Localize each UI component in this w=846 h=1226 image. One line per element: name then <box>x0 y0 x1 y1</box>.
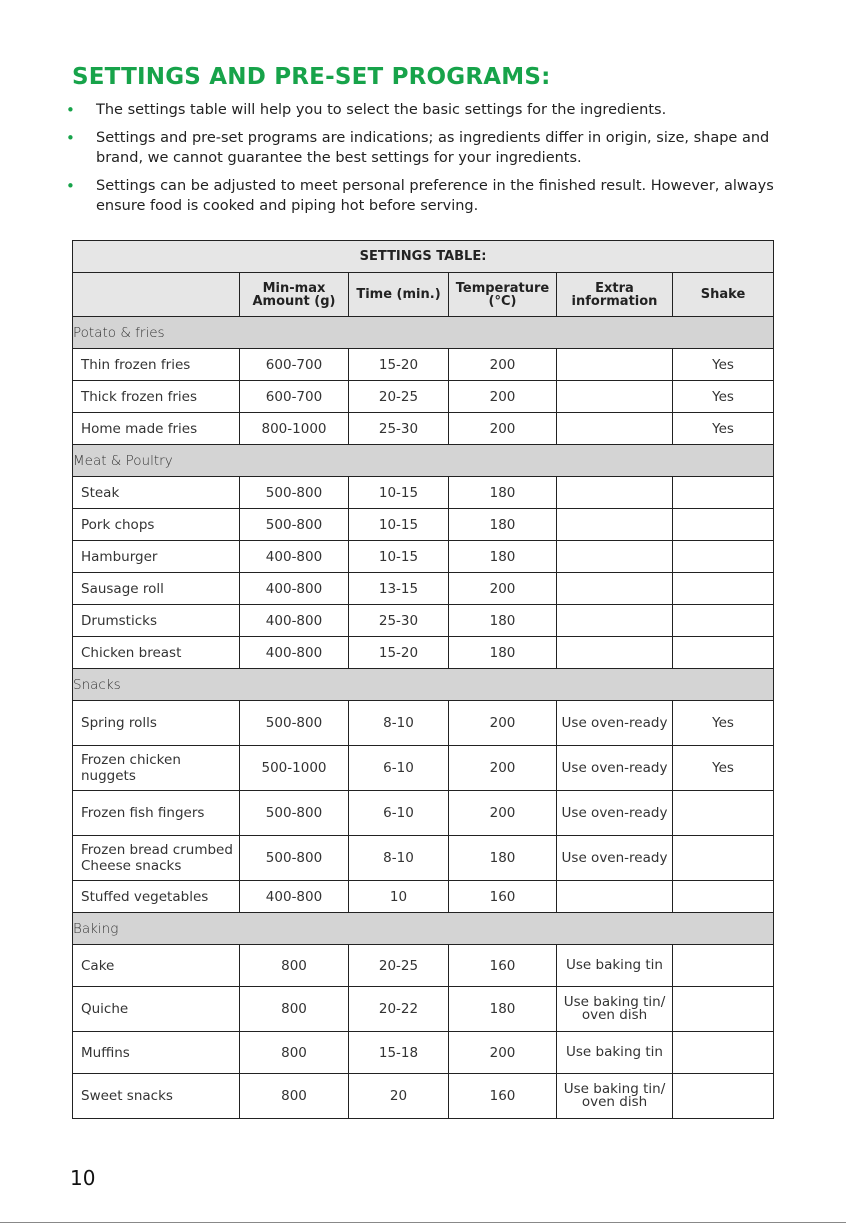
table-row <box>73 791 774 836</box>
cell-temperature: 200 <box>449 791 557 836</box>
cell-extra <box>557 381 673 413</box>
cell-extra <box>557 637 673 669</box>
cell-ingredient: Muffins <box>73 1032 240 1074</box>
cell-time: 20-25 <box>349 381 449 413</box>
cell-amount: 500-800 <box>240 791 349 836</box>
cell-amount: 400-800 <box>240 637 349 669</box>
table-row <box>73 881 774 913</box>
cell-amount: 800 <box>240 1074 349 1119</box>
table-row <box>73 381 774 413</box>
bullet-item <box>64 100 776 120</box>
cell-time: 8-10 <box>349 836 449 881</box>
intro-bullet-list <box>64 100 776 224</box>
cell-ingredient: Cake <box>73 945 240 987</box>
cell-temperature: 180 <box>449 541 557 573</box>
cell-ingredient: Quiche <box>73 987 240 1032</box>
cell-time: 25-30 <box>349 605 449 637</box>
cell-amount: 500-1000 <box>240 746 349 791</box>
cell-shake <box>673 791 774 836</box>
cell-time: 8-10 <box>349 701 449 746</box>
column-header-extra-information: Extra information <box>557 273 673 317</box>
cell-ingredient: Frozen fish fingers <box>73 791 240 836</box>
cell-shake <box>673 605 774 637</box>
table-row <box>73 413 774 445</box>
cell-shake: Yes <box>673 701 774 746</box>
category-row-snacks: Snacks <box>73 669 774 701</box>
bullet-dot-icon: • <box>66 177 75 195</box>
cell-amount: 500-800 <box>240 836 349 881</box>
cell-shake <box>673 987 774 1032</box>
cell-ingredient: Hamburger <box>73 541 240 573</box>
cell-ingredient: Steak <box>73 477 240 509</box>
cell-extra <box>557 605 673 637</box>
cell-temperature: 160 <box>449 881 557 913</box>
cell-time: 25-30 <box>349 413 449 445</box>
cell-temperature: 200 <box>449 701 557 746</box>
cell-ingredient: Frozen bread crumbed Cheese snacks <box>73 836 240 881</box>
cell-temperature: 180 <box>449 605 557 637</box>
cell-shake <box>673 1032 774 1074</box>
cell-shake <box>673 509 774 541</box>
cell-shake <box>673 1074 774 1119</box>
cell-shake: Yes <box>673 381 774 413</box>
cell-time: 6-10 <box>349 791 449 836</box>
cell-ingredient: Chicken breast <box>73 637 240 669</box>
cell-temperature: 200 <box>449 413 557 445</box>
cell-ingredient: Home made fries <box>73 413 240 445</box>
cell-extra <box>557 477 673 509</box>
table-title: SETTINGS TABLE: <box>73 241 774 273</box>
cell-amount: 800 <box>240 987 349 1032</box>
cell-amount: 500-800 <box>240 509 349 541</box>
cell-ingredient: Sausage roll <box>73 573 240 605</box>
category-row-baking: Baking <box>73 913 774 945</box>
cell-shake: Yes <box>673 413 774 445</box>
cell-shake <box>673 881 774 913</box>
cell-amount: 500-800 <box>240 701 349 746</box>
cell-temperature: 180 <box>449 477 557 509</box>
cell-shake <box>673 477 774 509</box>
cell-shake <box>673 836 774 881</box>
cell-extra <box>557 509 673 541</box>
table-row <box>73 746 774 791</box>
cell-shake <box>673 637 774 669</box>
cell-extra: Use oven-ready <box>557 791 673 836</box>
cell-time: 6-10 <box>349 746 449 791</box>
cell-time: 20 <box>349 1074 449 1119</box>
cell-extra: Use oven-ready <box>557 746 673 791</box>
category-row-meat-poultry: Meat & Poultry <box>73 445 774 477</box>
cell-time: 20-22 <box>349 987 449 1032</box>
column-header-temperature: Temperature (°C) <box>449 273 557 317</box>
cell-shake <box>673 541 774 573</box>
cell-time: 10-15 <box>349 509 449 541</box>
table-row <box>73 541 774 573</box>
cell-shake: Yes <box>673 746 774 791</box>
cell-ingredient: Stuffed vegetables <box>73 881 240 913</box>
cell-time: 13-15 <box>349 573 449 605</box>
cell-amount: 400-800 <box>240 605 349 637</box>
page-heading: SETTINGS AND PRE-SET PROGRAMS: <box>72 64 551 90</box>
cell-ingredient: Sweet snacks <box>73 1074 240 1119</box>
cell-time: 15-18 <box>349 1032 449 1074</box>
cell-time: 20-25 <box>349 945 449 987</box>
bullet-text: Settings can be adjusted to meet personal preference in the finished result. However, always ensure food is cooked and piping hot before serving. <box>96 178 774 214</box>
table-row <box>73 605 774 637</box>
cell-temperature: 200 <box>449 1032 557 1074</box>
cell-temperature: 160 <box>449 1074 557 1119</box>
cell-extra <box>557 349 673 381</box>
cell-ingredient: Pork chops <box>73 509 240 541</box>
table-row <box>73 1032 774 1074</box>
cell-extra <box>557 573 673 605</box>
cell-extra <box>557 541 673 573</box>
footer-divider <box>0 1222 846 1223</box>
cell-extra <box>557 881 673 913</box>
cell-amount: 400-800 <box>240 881 349 913</box>
column-header-shake: Shake <box>673 273 774 317</box>
table-row <box>73 477 774 509</box>
cell-shake <box>673 573 774 605</box>
cell-amount: 600-700 <box>240 349 349 381</box>
cell-amount: 400-800 <box>240 541 349 573</box>
bullet-text: The settings table will help you to select the basic settings for the ingredients. <box>96 102 667 118</box>
cell-amount: 800-1000 <box>240 413 349 445</box>
cell-time: 10-15 <box>349 477 449 509</box>
cell-ingredient: Drumsticks <box>73 605 240 637</box>
bullet-text: Settings and pre-set programs are indications; as ingredients differ in origin, size, shape and brand, we cannot guarantee the best settings for your ingredients. <box>96 130 770 166</box>
category-row-potato-fries: Potato & fries <box>73 317 774 349</box>
settings-table <box>72 240 774 1119</box>
cell-extra: Use baking tin/ oven dish <box>557 987 673 1032</box>
page-number: 10 <box>70 1166 96 1190</box>
cell-time: 10 <box>349 881 449 913</box>
cell-ingredient: Thin frozen fries <box>73 349 240 381</box>
column-header-time: Time (min.) <box>349 273 449 317</box>
cell-temperature: 200 <box>449 381 557 413</box>
cell-temperature: 180 <box>449 637 557 669</box>
table-row <box>73 637 774 669</box>
cell-time: 15-20 <box>349 349 449 381</box>
table-row <box>73 1074 774 1119</box>
cell-temperature: 200 <box>449 746 557 791</box>
cell-temperature: 180 <box>449 987 557 1032</box>
table-row <box>73 945 774 987</box>
cell-extra: Use baking tin <box>557 945 673 987</box>
cell-extra: Use oven-ready <box>557 701 673 746</box>
cell-temperature: 200 <box>449 349 557 381</box>
cell-temperature: 200 <box>449 573 557 605</box>
bullet-dot-icon: • <box>66 101 75 119</box>
bullet-item <box>64 176 776 216</box>
table-row <box>73 701 774 746</box>
cell-amount: 800 <box>240 1032 349 1074</box>
column-header-name <box>73 273 240 317</box>
cell-temperature: 180 <box>449 836 557 881</box>
cell-time: 10-15 <box>349 541 449 573</box>
cell-ingredient: Frozen chicken nuggets <box>73 746 240 791</box>
cell-time: 15-20 <box>349 637 449 669</box>
cell-extra <box>557 413 673 445</box>
column-header-amount: Min-max Amount (g) <box>240 273 349 317</box>
bullet-dot-icon: • <box>66 129 75 147</box>
table-row <box>73 349 774 381</box>
cell-amount: 600-700 <box>240 381 349 413</box>
cell-amount: 400-800 <box>240 573 349 605</box>
cell-extra: Use baking tin <box>557 1032 673 1074</box>
cell-ingredient: Spring rolls <box>73 701 240 746</box>
table-row <box>73 509 774 541</box>
cell-ingredient: Thick frozen fries <box>73 381 240 413</box>
cell-shake: Yes <box>673 349 774 381</box>
table-row <box>73 836 774 881</box>
cell-temperature: 160 <box>449 945 557 987</box>
cell-extra: Use oven-ready <box>557 836 673 881</box>
table-row <box>73 987 774 1032</box>
bullet-item <box>64 128 776 168</box>
cell-extra: Use baking tin/ oven dish <box>557 1074 673 1119</box>
cell-amount: 800 <box>240 945 349 987</box>
cell-amount: 500-800 <box>240 477 349 509</box>
cell-shake <box>673 945 774 987</box>
table-row <box>73 573 774 605</box>
cell-temperature: 180 <box>449 509 557 541</box>
